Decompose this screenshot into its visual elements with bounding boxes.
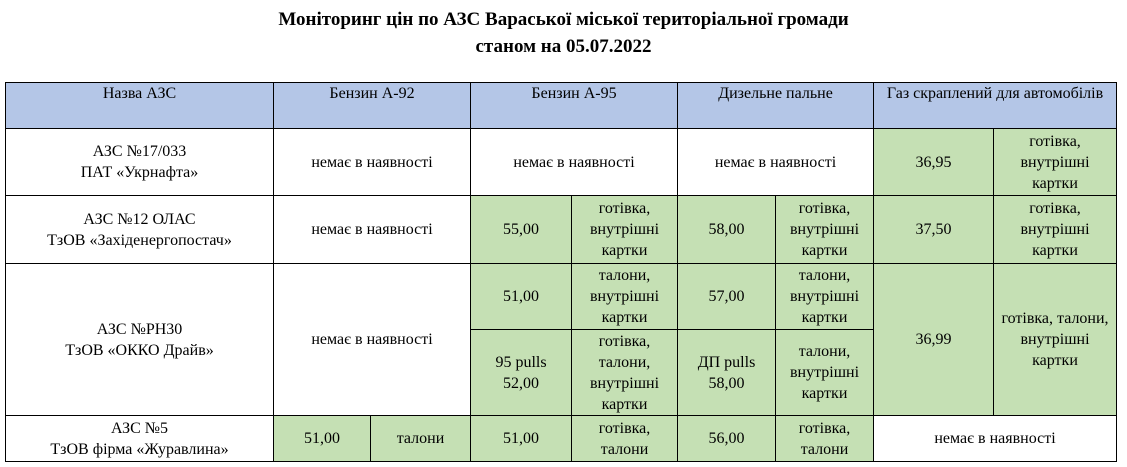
a95-pulls-name: 95 pulls (495, 353, 547, 371)
diesel-payment: талони, внутрішні картки (776, 264, 874, 330)
title-line-2: станом на 05.07.2022 (475, 36, 652, 57)
a92-cell: немає в наявності (274, 129, 471, 196)
a95-payment: готівка, внутрішні картки (572, 196, 678, 264)
a95-cell: немає в наявності (471, 129, 678, 196)
a95-price: 55,00 (471, 196, 572, 264)
station-company: ПАТ «Укрнафта» (80, 164, 199, 181)
a95-pulls-price: 52,00 (503, 374, 539, 392)
gas-payment: готівка, внутрішні картки (994, 129, 1117, 196)
station-name: АЗС №17/033 (92, 143, 187, 160)
station-company: ТзОВ фірма «Журавлина» (50, 440, 229, 458)
diesel-pulls-price-cell (678, 330, 776, 416)
header-row (6, 83, 1117, 129)
table-row (6, 196, 1117, 264)
a95-price: 51,00 (471, 416, 572, 462)
title-line-1: Моніторинг цін по АЗС Вараської міської територіальної громади (278, 9, 849, 30)
station-name-cell (6, 129, 274, 196)
header-a95: Бензин А-95 (471, 83, 678, 129)
gas-payment: готівка, внутрішні картки (994, 196, 1117, 264)
station-company: ТзОВ «ОККО Драйв» (65, 341, 214, 359)
diesel-pulls-payment: талони, внутрішні картки (776, 330, 874, 416)
gas-price: 36,99 (874, 264, 994, 416)
gas-cell: немає в наявності (874, 416, 1117, 462)
a95-price: 51,00 (471, 264, 572, 330)
table-row (6, 416, 1117, 462)
header-a92: Бензин А-92 (274, 83, 471, 129)
diesel-payment: готівка, талони (776, 416, 874, 462)
table-row (6, 129, 1117, 196)
station-company: ТзОВ «Західенергопостач» (47, 231, 232, 249)
diesel-payment: готівка, внутрішні картки (776, 196, 874, 264)
diesel-price: 58,00 (678, 196, 776, 264)
table-row (6, 264, 1117, 330)
station-name-cell (6, 416, 274, 462)
price-table (5, 82, 1117, 462)
station-name-cell (6, 264, 274, 416)
gas-price: 37,50 (874, 196, 994, 264)
a95-pulls-price-cell (471, 330, 572, 416)
a92-payment: талони (371, 416, 471, 462)
header-station: Назва АЗС (6, 83, 274, 129)
gas-payment: готівка, талони, внутрішні картки (994, 264, 1117, 416)
diesel-pulls-name: ДП pulls (697, 353, 756, 371)
header-diesel: Дизельне пальне (678, 83, 874, 129)
station-name: АЗС №РН30 (96, 320, 183, 338)
diesel-price: 56,00 (678, 416, 776, 462)
station-name-cell (6, 196, 274, 264)
diesel-pulls-price: 58,00 (708, 374, 745, 392)
station-name: АЗС №12 ОЛАС (83, 210, 196, 228)
a95-payment: талони, внутрішні картки (572, 264, 678, 330)
gas-price: 36,95 (874, 129, 994, 196)
header-gas: Газ скраплений для автомобілів (874, 83, 1117, 129)
a92-price: 51,00 (274, 416, 371, 462)
page-title (0, 6, 1127, 60)
a92-cell: немає в наявності (274, 264, 471, 416)
diesel-price: 57,00 (678, 264, 776, 330)
station-name: АЗС №5 (110, 419, 169, 437)
a95-payment: готівка, талони (572, 416, 678, 462)
a95-pulls-payment: готівка, талони, внутрішні картки (572, 330, 678, 416)
a92-cell: немає в наявності (274, 196, 471, 264)
diesel-cell: немає в наявності (678, 129, 874, 196)
